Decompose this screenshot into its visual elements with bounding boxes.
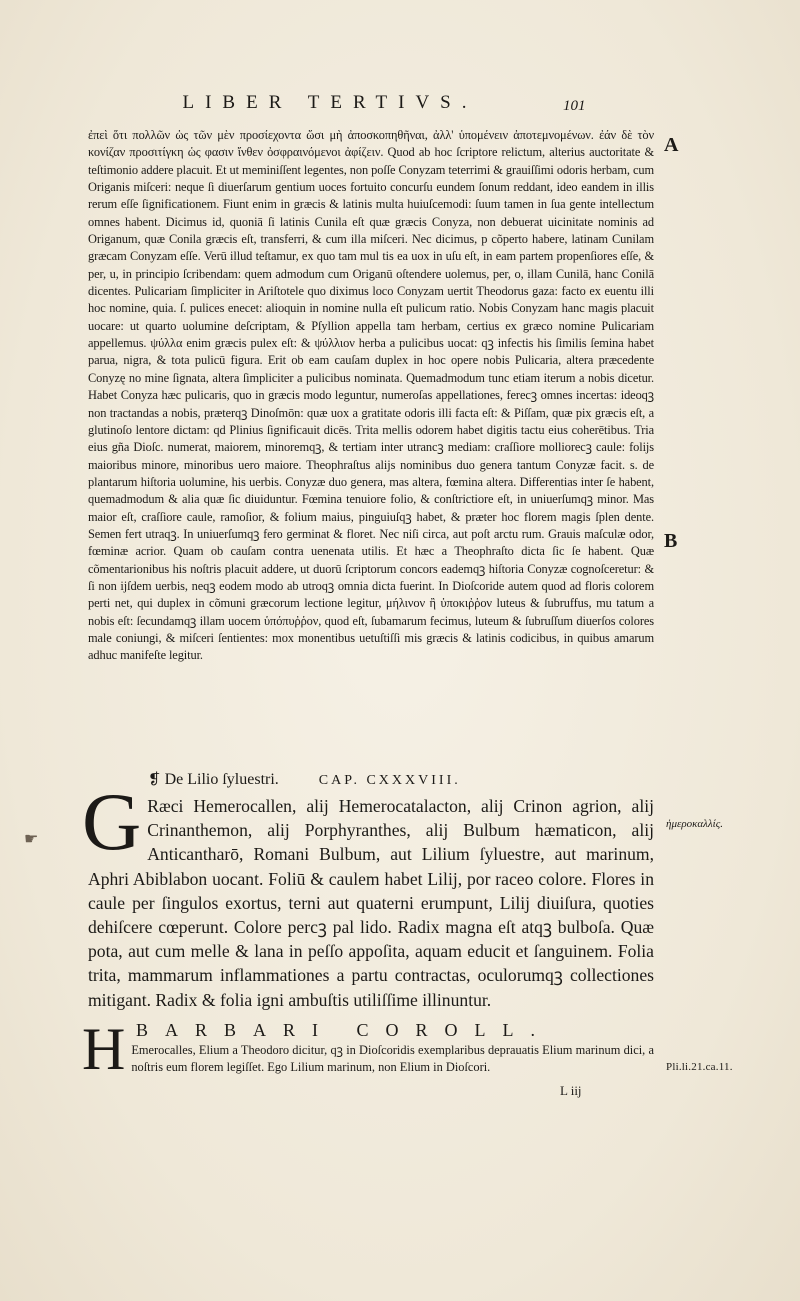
drop-cap: G [82,776,142,867]
chapter-section [24,770,654,1012]
chapter-number: CAP. CXXXVIII. [318,773,461,788]
margin-letter-b: B [664,530,678,552]
pointing-hand-icon: ☛ [24,831,39,848]
barbari-heading: BARBARI COROLL. [136,1020,553,1040]
barbari-section [82,1016,654,1082]
running-head: LIBER TERTIVS. [182,92,478,113]
chapter-title: De Lilio ſyluestri. [164,771,279,788]
pilcrow-icon: ❡ [148,772,161,788]
commentary-text: ἐπεὶ ὅτι πολλῶν ὡς τῶν μὲν προσίεχοντα ὥσι μὴ ἀποσκοπηθῆναι, ἀλλ' ὑπομένειν ἀποτεμνομένων. ἐάν δὲ τὸν κονίζαν προσιτίγκη ὡς φασιν ἴνθεν ὀσφραινόμενοι ἀφίζειν. Quod ab hoc ſcriptore relictum, alterius auctoritate & teſtimonio addere placuit. Et ut meminiſſent legentes, non poſſe Conyzam teterrimi & grauiſſimi odoris herbam, cum Origanis miſceri: neque ſi diuerſarum gentium uoces fortuito concurſu eundem ſonum reddant, ideo eandem in illis rerum eſſe ſignificationem. Fiunt enim in græcis & latinis multa huiuſcemodi: ſuum tamen in ſua gente intellectum omnes habent. Dicimus id, quoniā ſi latinis Cunila eſt quæ græcis Conyza, non debuerat uicinitate nominis ad Origanum, quæ Conila græcis eſt, transferri, & cum illa miſceri. Nec dicimus, p cõperto habere, latinam Cunilam græcam Conyzam eſſe. Verū illud teſtamur, ex quo tam mul tis ea uox in uſu eſt, in eam partem propenſiores eſſe, & per, u, in principio ſcribendam: quem admodum cum Origanū oſtendere uolemus, per, o, illam Cunilā, hanc Conilā dicentes. Pulicariam ſimpliciter in Ariſtotele quo diximus loco Conyzam uertit Theodorus gaza: facto ex euentu illi hoc nomine, quia. ſ. pulices enecet: alioquin in nomine nulla eſt pulicum ratio. Nobis Conyzam hanc magis placuit uocare: ut quarto uolumine deſcriptam, & Pſyllion appella tam herbam, certius ex græco nomine Pulicariam appellemus. ψύλλα enim græcis pulex eſt: & ψύλλιον herba a pulicibus uocat: qꝫ infectis his ſimilis ſemina habet parua, nigra, & tota pulicū figura. Erit ob eam cauſam duplex in hoc opere nobis Pulicaria, altera præcedente Conyzę no mine ſignata, altera ſimpliciter a pulicibus nominata. Quemadmodum tunc etiam iterum a nobis dicetur. Habet Conyza hæc pulicaris, quo in græcis modo leguntur, numeroſas appellationes, ferecꝫ omnes incertas: ideoqꝫ non tractandas a nobis, præterqꝫ Dinoſmōn: quæ uox a gratitate odoris illi facta eſt: & Piſſam, quæ pix græcis eſt, a glutinoſo lentore dictam: qd Plinius ſignificauit dicēs. Trita mellis odorem habet digitis tactu eius coherētibus. Tria eius gña Dioſc. numerat, maiorem, minoremqꝫ, & tertiam inter utrancꝫ mediam: craſſiore molliorecꝫ caule: folijs maioribus minore, minoribus uero maiore. Theophraſtus alijs nominibus duo genera tantum Conyzæ facit. s. de plantarum hiſtoria uolumine, his uerbis. Conyzæ duo genera, mas altera, fœmina altera. Differentias inter ſe habent, quemadmodum & alia quæ ſic diuiduntur. Fœmina tenuiore folio, & conſtrictiore eſt, in uniuerſumqꝫ minor. Mas maior eſt, craſſiore caule, ramoſior, & folium maius, pinguiuſqꝫ habet, & præter hoc florem magis ſplen dente. Semen fert utraqꝫ. In uniuerſumqꝫ fero germinat & floret. Nec niſi circa, aut poſt arctu rum. Grauis maſculæ odor, fœminæ acrior. Quam ob cauſam contra uenenata utilis. Et hæc a Theophraſto dicta ſic ſe habent. Quæ cõmentarionibus his noſtris placuit addere, ut duorū ſcriptorum concors eademqꝫ hiſtoria Conyzæ cognoſceretur: & ſi non ijſdem uerbis, neqꝫ eodem modo ab utroqꝫ omnia dicta fuerint. In Dioſcoride autem quod ad floris colorem perti net, qui duplex in cõmuni græcorum lectione legitur, μήλινον ἢ ὑποκιῤῥον luteus & ſubruffus, mu tatum a nobis eſt: ſecundamqꝫ illam uocem ὑπόπυῤῥον, quod eſt, ſubamarum fecimus, luteum & ſubruſſum diuerſos colores male coniungi, & miſceri ſentientes: mox monentibus uetuſtiſſi mis græcis & latinis codicibus, in quibus amarum adhuc manifeſte legitur. [88,128,654,663]
chapter-text: Ræci Hemerocallen, alij Hemerocatalacton, alij Crinon agrion, alij Crinanthemon, alij Porphyranthes, alij Bulbum hæmaticon, alij Anticantharō, Romani Bulbum, aut Lilium ſyluestre, aut marinum, Aphri Abiblabon uocant. Foliū & caulem habet Lilij, por raceo colore. Flores in caule per ſingulos exortus, terni aut quaterni erumpunt, Lilij diuiſura, quoties dehiſcere cœperunt. Colore percꝫ pal lido. Radix magna eſt atqꝫ bulboſa. Quæ pota, aut cum melle & lana in peſſo appoſita, aquam educit et ſanguinem. Folia trita, mammarum inflammationes a partu contractas, oculorumqꝫ collectiones mitigant. Radix & folia igni ambuſtis utiliſſime illinuntur. [88,796,654,1010]
folio-number: 101 [563,98,586,114]
signature-mark: L iij [560,1083,582,1098]
margin-reference: Pli.li.21.ca.11. [666,1061,733,1073]
commentary-block [88,127,654,665]
chapter-heading [148,770,654,794]
barbari-text: Emerocalles, Elium a Theodoro dicitur, qꝫ in Dioſcoridis exemplaribus deprauatis Elium marinum dici, a noſtris eum florem legiſſet. Ego Lilium marinum, non Elium in Dioſcori. [131,1043,654,1074]
margin-letter-a: A [664,134,679,156]
margin-greek-note: ἡμεροκαλλίς. [666,818,723,830]
barbari-initial: H [82,1016,126,1082]
